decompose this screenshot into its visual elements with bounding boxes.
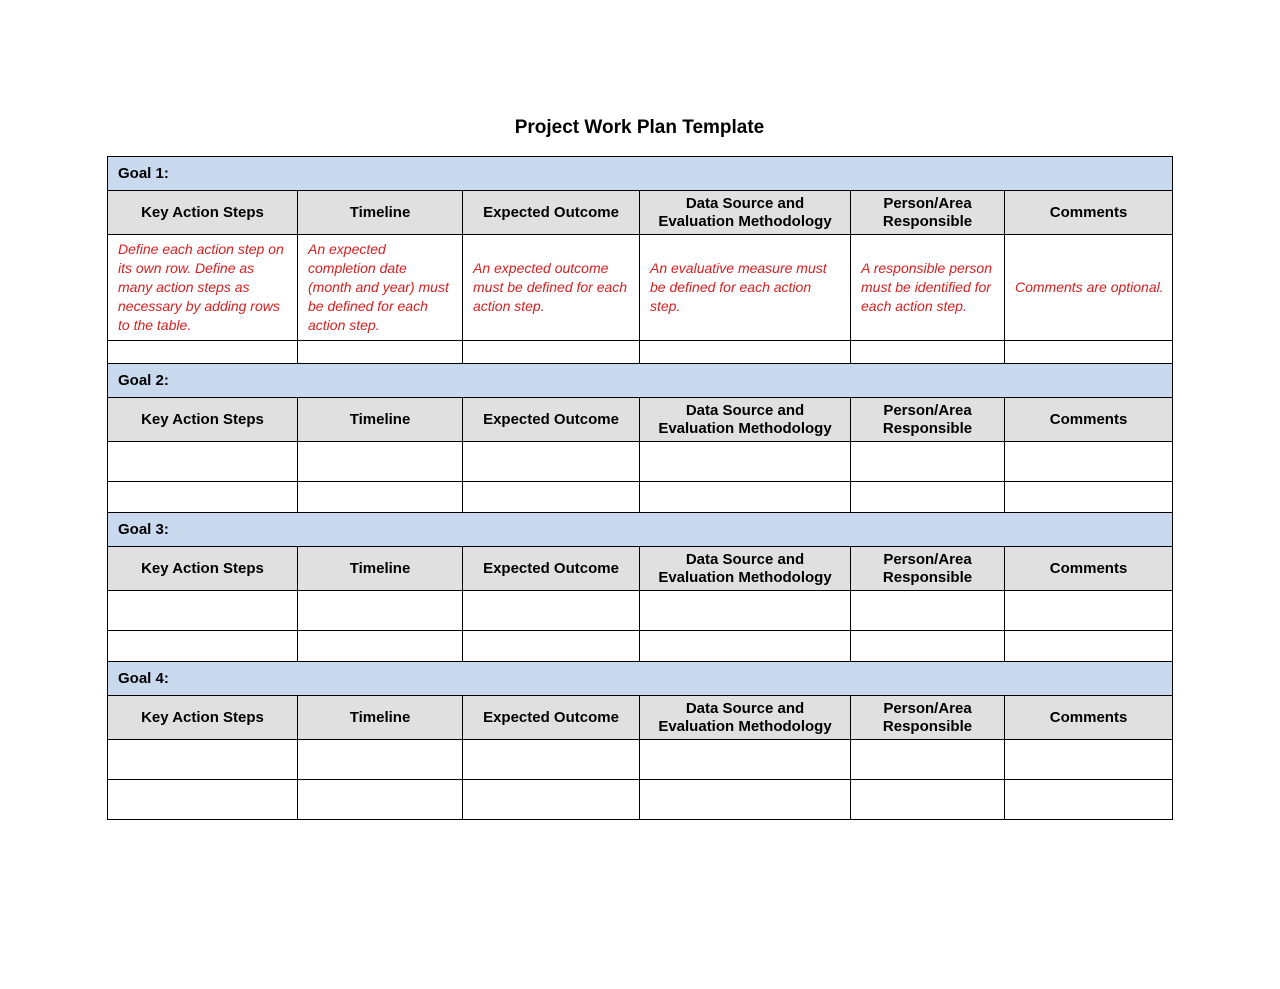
empty-cell[interactable] xyxy=(1005,442,1173,482)
column-header-comments: Comments xyxy=(1005,547,1173,591)
goal-3-table xyxy=(107,512,1173,671)
column-header-key-action-steps: Key Action Steps xyxy=(108,696,298,740)
empty-cell[interactable] xyxy=(640,780,851,820)
instruction-cell-person-responsible: A responsible person must be identified for each action step. xyxy=(851,235,1005,341)
empty-cell[interactable] xyxy=(851,442,1005,482)
column-header-timeline: Timeline xyxy=(298,696,463,740)
empty-cell[interactable] xyxy=(463,442,640,482)
column-header-expected-outcome: Expected Outcome xyxy=(463,547,640,591)
goal-1-banner-row xyxy=(108,157,1173,191)
goal-4-table xyxy=(107,661,1173,820)
column-header-expected-outcome: Expected Outcome xyxy=(463,191,640,235)
empty-cell[interactable] xyxy=(640,442,851,482)
column-header-timeline: Timeline xyxy=(298,191,463,235)
empty-cell[interactable] xyxy=(108,780,298,820)
empty-cell[interactable] xyxy=(298,780,463,820)
empty-cell[interactable] xyxy=(108,442,298,482)
column-header-data-source: Data Source and Evaluation Methodology xyxy=(640,547,851,591)
column-header-key-action-steps: Key Action Steps xyxy=(108,547,298,591)
instruction-cell-key-action-steps: Define each action step on its own row. Define as many action steps as necessary by adding rows to the table. xyxy=(108,235,298,341)
goal-1-instruction-row xyxy=(108,235,1173,341)
page-title: Project Work Plan Template xyxy=(514,117,765,138)
column-header-comments: Comments xyxy=(1005,696,1173,740)
goal-3-empty-row-1 xyxy=(108,591,1173,631)
goal-3-banner-row xyxy=(108,513,1173,547)
column-header-key-action-steps: Key Action Steps xyxy=(108,398,298,442)
column-header-expected-outcome: Expected Outcome xyxy=(463,398,640,442)
column-header-data-source: Data Source and Evaluation Methodology xyxy=(640,696,851,740)
goal-4-banner-row xyxy=(108,662,1173,696)
empty-cell[interactable] xyxy=(640,740,851,780)
empty-cell[interactable] xyxy=(298,442,463,482)
empty-cell[interactable] xyxy=(298,591,463,631)
empty-cell[interactable] xyxy=(108,591,298,631)
goal-2-empty-row-1 xyxy=(108,442,1173,482)
column-header-timeline: Timeline xyxy=(298,547,463,591)
goal-2-banner-row xyxy=(108,364,1173,398)
instruction-cell-comments: Comments are optional. xyxy=(1005,235,1173,341)
column-header-data-source: Data Source and Evaluation Methodology xyxy=(640,398,851,442)
column-header-comments: Comments xyxy=(1005,398,1173,442)
goal-3-label: Goal 3: xyxy=(108,513,1173,547)
empty-cell[interactable] xyxy=(1005,740,1173,780)
empty-cell[interactable] xyxy=(851,740,1005,780)
column-header-person-responsible: Person/Area Responsible xyxy=(851,547,1005,591)
column-header-timeline: Timeline xyxy=(298,398,463,442)
goal-4-empty-row-1 xyxy=(108,740,1173,780)
empty-cell[interactable] xyxy=(640,591,851,631)
goal-2-table xyxy=(107,363,1173,522)
goal-2-label: Goal 2: xyxy=(108,364,1173,398)
empty-cell[interactable] xyxy=(298,740,463,780)
goal-1-label: Goal 1: xyxy=(108,157,1173,191)
goal-2-column-header-row xyxy=(108,398,1173,442)
goal-4-column-header-row xyxy=(108,696,1173,740)
goal-1-column-header-row xyxy=(108,191,1173,235)
goal-4-empty-row-2 xyxy=(108,780,1173,820)
goal-3-column-header-row xyxy=(108,547,1173,591)
goal-4-label: Goal 4: xyxy=(108,662,1173,696)
instruction-cell-timeline: An expected completion date (month and year) must be defined for each action step. xyxy=(298,235,463,341)
column-header-person-responsible: Person/Area Responsible xyxy=(851,398,1005,442)
empty-cell[interactable] xyxy=(463,780,640,820)
empty-cell[interactable] xyxy=(851,591,1005,631)
column-header-person-responsible: Person/Area Responsible xyxy=(851,696,1005,740)
column-header-data-source: Data Source and Evaluation Methodology xyxy=(640,191,851,235)
empty-cell[interactable] xyxy=(108,740,298,780)
column-header-expected-outcome: Expected Outcome xyxy=(463,696,640,740)
column-header-person-responsible: Person/Area Responsible xyxy=(851,191,1005,235)
empty-cell[interactable] xyxy=(463,591,640,631)
goal-1-table xyxy=(107,156,1173,376)
column-header-key-action-steps: Key Action Steps xyxy=(108,191,298,235)
instruction-cell-expected-outcome: An expected outcome must be defined for each action step. xyxy=(463,235,640,341)
empty-cell[interactable] xyxy=(1005,780,1173,820)
empty-cell[interactable] xyxy=(1005,591,1173,631)
instruction-cell-data-source: An evaluative measure must be defined for each action step. xyxy=(640,235,851,341)
empty-cell[interactable] xyxy=(851,780,1005,820)
empty-cell[interactable] xyxy=(463,740,640,780)
column-header-comments: Comments xyxy=(1005,191,1173,235)
